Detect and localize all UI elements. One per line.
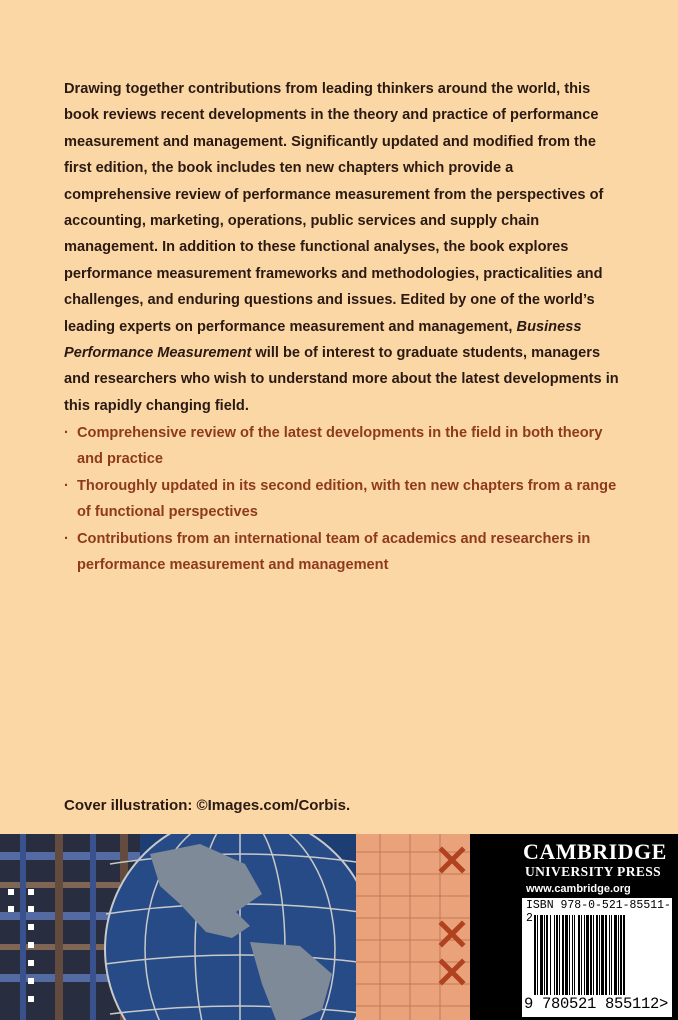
feature-text: Comprehensive review of the latest developments in the field in both theory and practice: [77, 425, 603, 468]
feature-list: [64, 420, 624, 578]
publisher-name: CAMBRIDGE: [523, 839, 667, 864]
publisher-block: [470, 834, 678, 1020]
feature-item: [64, 473, 624, 526]
publisher-url: www.cambridge.org: [526, 883, 631, 895]
globe-artwork: [0, 834, 470, 1020]
book-description: [64, 76, 624, 419]
description-book-title: Business Performance Measurement: [64, 318, 582, 362]
feature-text: Contributions from an international team of academics and researchers in performance measurement and management: [77, 530, 591, 574]
barcode-number: 9 780521 855112: [524, 995, 660, 1013]
cover-illustration: [0, 834, 470, 1020]
description-part2: will be of interest to graduate students, managers and researchers who wish to understand more about the latest developments in this rapidly changing field.: [64, 345, 619, 414]
feature-item: [64, 420, 624, 473]
barcode-arrow: >: [659, 995, 669, 1013]
isbn-label: ISBN 978-0-521-85511-2: [526, 899, 671, 925]
publisher-subtitle: UNIVERSITY PRESS: [525, 864, 662, 879]
bullet-marker: ·: [64, 477, 69, 494]
description-part1: Drawing together contributions from leading thinkers around the world, this book reviews recent developments in the theory and practice of performance measurement and management. Significantly updated and modified from the first edition, the book includes ten new chapters which provide a comprehensive review of performance measurement from the perspectives of accounting, marketing, operations, public services and supply chain management. In addition to these functional analyses, the book explores performance measurement frameworks and methodologies, practicalities and challenges, and enduring questions and issues. Edited by one of the world’s leading experts on performance measurement and management,: [64, 81, 604, 335]
feature-item: [64, 526, 624, 579]
isbn-barcode: [522, 898, 672, 1017]
barcode-digits: [524, 995, 668, 1013]
cover-credit: Cover illustration: ©Images.com/Corbis.: [64, 797, 351, 814]
feature-text: Thoroughly updated in its second edition, with ten new chapters from a range of functional perspectives: [77, 477, 617, 521]
bullet-marker: ·: [64, 425, 69, 441]
bullet-marker: ·: [64, 530, 69, 547]
barcode-bars-icon: [534, 915, 664, 997]
